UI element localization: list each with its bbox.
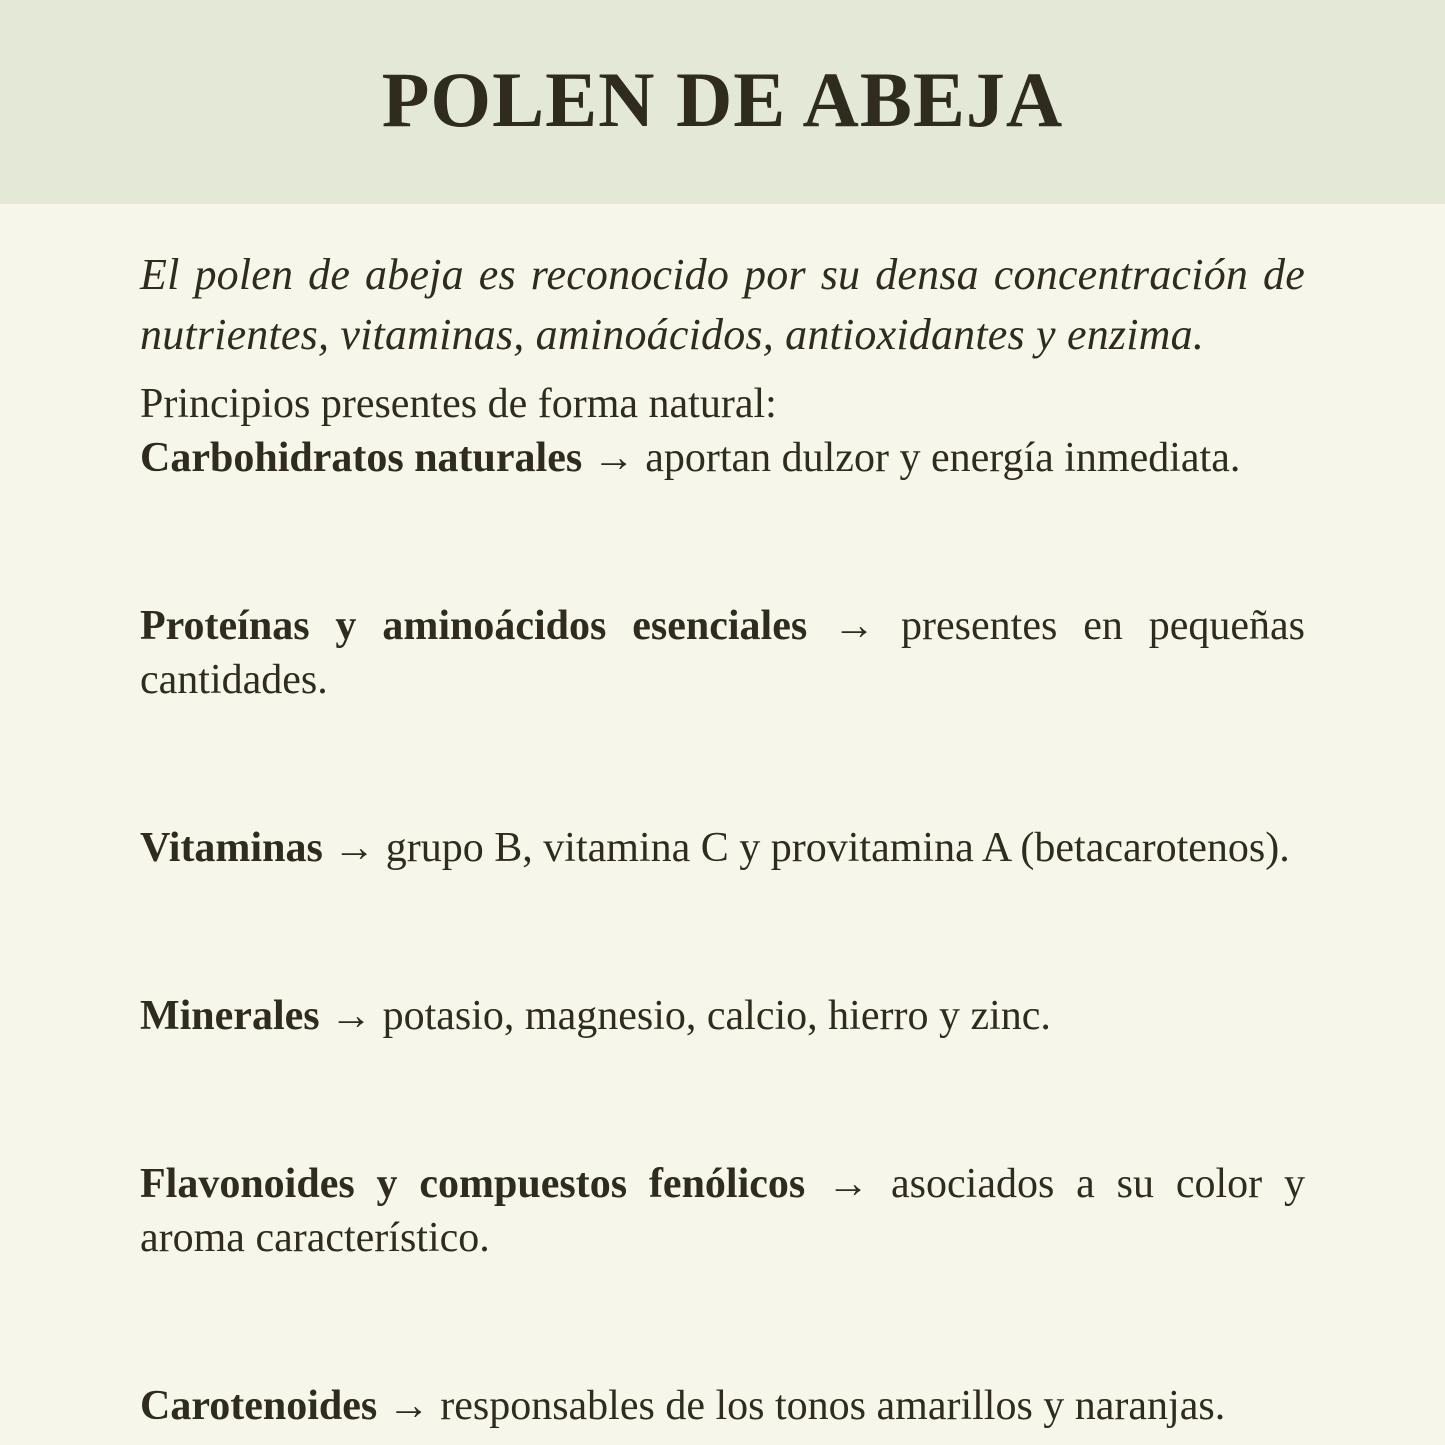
main-content [140, 245, 1305, 1433]
arrow-icon: → [387, 1383, 430, 1429]
arrow-icon: → [827, 1161, 870, 1207]
item-description: responsables de los tonos amarillos y naranjas. [440, 1383, 1226, 1429]
arrow-icon: → [592, 435, 635, 481]
arrow-icon: → [333, 825, 376, 871]
arrow-icon: → [833, 603, 876, 649]
item-description: grupo B, vitamina C y provitamina A (betacarotenos). [385, 825, 1290, 871]
principles-list [140, 431, 1305, 1433]
item-term: Proteínas y aminoácidos esenciales [140, 603, 808, 649]
item-term: Carotenoides [140, 1383, 378, 1429]
item-term: Minerales [140, 993, 320, 1039]
item-description: asociados a su color y aroma característico. [140, 1161, 1306, 1261]
list-item [140, 1157, 1305, 1265]
arrow-icon: → [330, 993, 373, 1039]
item-description: presentes en pequeñas cantidades. [140, 603, 1306, 703]
list-item [140, 599, 1305, 707]
item-description: aportan dulzor y energía inmediata. [645, 435, 1241, 481]
page-title: POLEN DE ABEJA [381, 56, 1064, 143]
item-description: potasio, magnesio, calcio, hierro y zinc. [382, 993, 1051, 1039]
list-item [140, 989, 1305, 1043]
item-term: Carbohidratos naturales [140, 435, 583, 481]
intro-paragraph: El polen de abeja es reconocido por su densa concentración de nutrientes, vitaminas, aminoácidos, antioxidantes y enzima. [140, 250, 1305, 359]
list-item [140, 431, 1305, 485]
list-item [140, 1379, 1305, 1433]
list-item [140, 821, 1305, 875]
header-banner [0, 0, 1445, 204]
item-term: Vitaminas [140, 825, 323, 871]
principles-heading: Principios presentes de forma natural: [140, 381, 777, 427]
item-term: Flavonoides y compuestos fenólicos [140, 1161, 806, 1207]
